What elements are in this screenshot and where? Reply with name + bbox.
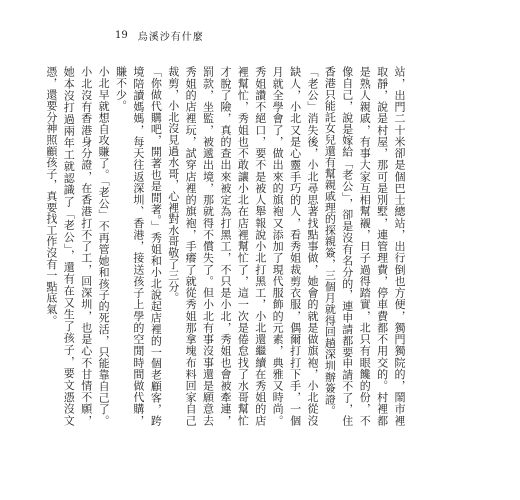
paragraph-3: 「你做代購吧，開著也是閒著。」秀姐和小北說起店裡的一個老顧客，跨境陪讀媽媽，每天往返深圳、香港，接送孩子上學的空閒時間做代購，賺不少。 [114,66,163,426]
running-header [115,28,204,42]
book-title: 烏溪沙有什麼 [137,31,204,43]
paragraph-4: 小北早就想自攻賺了。「老公」不再管她和孩子的死活，只能靠自己了。小北沒有香港身分證，在香港打不了工，回深圳，也是心不甘情不願，她本沒打過兩年工就認識了「老公」，還有在又生了孩子，要文憑沒文憑，還要分神照顧孩子，真要找工作沒有一點底氣。 [44,66,111,426]
vertical-body-text [44,66,408,426]
paragraph-1: 站，出門二十米卻是個巴士總站，出行倒也方便，獨門獨院的，鬧市裡取靜，說是村屋，那可是別墅，連管理費，停車費都不用交的。村裡都是熟人親戚，有事大家互相幫襯，日子過得踏實，北只有眼饞的份，不像自己，說是嫁給「老公」，卻是沒有名分的，連申請都要申請不了，住香港只能託女兒還有幫親戚理的探親簽，三個月就得回趟深圳辦簽證。 [323,66,406,426]
page-number: 19 [115,29,128,41]
paragraph-2: 「老公」消失後，小北尋思著找點事做，她會的就是做旗袍，小北從沒缺人，小北又是心靈手巧的人，看秀姐裁剪衣服，偶爾打打下手，一個月就全學會了，做出來的旗袍又添加了現代服飾的元素，典雅又時尚。秀姐讚不絕口，要不是被人舉報說小北打黑工，小北還繼續在秀姐的店裡幫忙，秀姐也不敢讓小北在店裡幫忙了，這一次是倦怠找了水哥幫忙才脫了險，真的查出來被定為打黑工，不只是小北，秀姐也會被牽連，罰款，坐監，被遞出境，那就得不償失了。但小北有事沒事還是願意去秀姐的店裡玩，試穿店裡的旗袍，手癢了就從秀姐那拿塊布料回家自己裁剪，小北沒見過水哥，心裡對水哥敬了三分。 [166,66,319,426]
